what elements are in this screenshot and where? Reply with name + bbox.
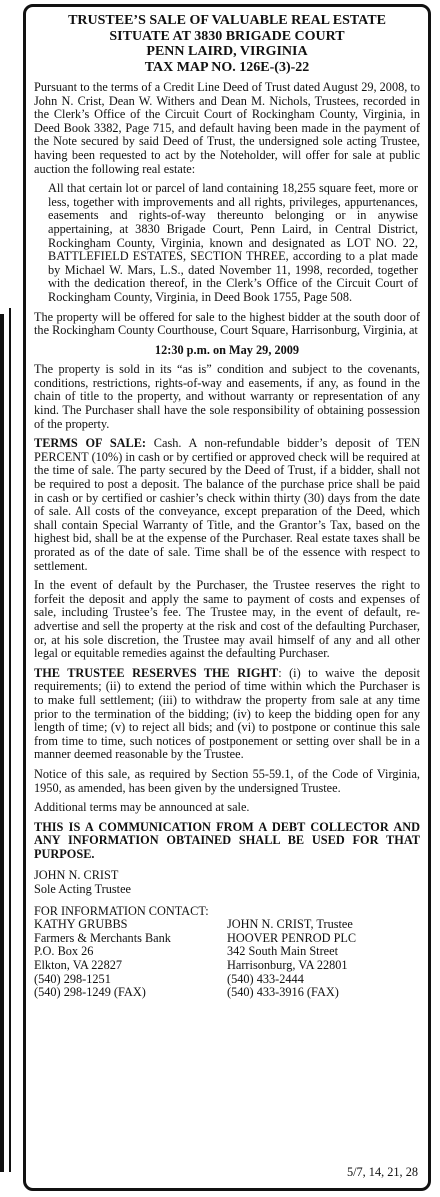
additional-terms: Additional terms may be announced at sale. [34, 800, 250, 815]
default-paragraph: In the event of default by the Purchaser, the Trustee reserves the right to forfeit the deposit and apply the same to payment of costs and expenses of sale, including Trustee’s fee. The Trustee may, in the event of default, re-advertise and sell the property at the risk and cost of the defaulting Purchaser, or, at his sole discretion, the Trustee may avail himself of any and all other legal or equitable remedies against the defaulting Purchaser. [34, 578, 420, 661]
contact-line: (540) 433-2444 [227, 971, 304, 986]
intro-paragraph: Pursuant to the terms of a Credit Line Deed of Trust dated August 29, 2008, to John N. Crist, Dean W. Withers and Dean M. Nichols, Trustees, recorded in the Clerk’s Office of the Circuit Court of Rockingham County, Virginia, in Deed Book 3382, Page 715, and default having been made in the payment of the Note secured by said Deed of Trust, the undersigned sole acting Trustee, having been requested to act by the Noteholder, will offer for sale at public auction the following real estate: [34, 80, 420, 176]
contact-line: Elkton, VA 22827 [34, 958, 123, 973]
sale-location: The property will be offered for sale to the highest bidder at the south door of the Rockingham County Courthouse, Court Square, Harrisonburg, Virginia, at [34, 309, 420, 338]
debt-collector-notice: THIS IS A COMMUNICATION FROM A DEBT COLLECTOR AND ANY INFORMATION OBTAINED SHALL BE USED FOR THAT PURPOSE. [34, 819, 420, 861]
signature-block [34, 869, 420, 896]
reserves-heading: THE TRUSTEE RESERVES THE RIGHT [34, 665, 279, 680]
contact-line: JOHN N. CRIST, Trustee [227, 917, 353, 932]
contact-heading: FOR INFORMATION CONTACT: [34, 903, 209, 918]
contact-line: (540) 433-3916 (FAX) [227, 985, 339, 1000]
terms-heading: TERMS OF SALE: [34, 436, 147, 451]
contact-line: 342 South Main Street [227, 944, 339, 959]
contact-line: Harrisonburg, VA 22801 [227, 958, 348, 973]
notice-given-paragraph: Notice of this sale, as required by Section 55-59.1, of the Code of Virginia, 1950, as amended, has been given by the undersigned Trustee. [34, 766, 420, 795]
contact-right [227, 918, 420, 1000]
page-edge-bar [0, 314, 4, 1172]
as-is-paragraph: The property is sold in its “as is” condition and subject to the covenants, conditions, restrictions, rights-of-way and easements, if any, as found in the chain of title to the property, and without warranty or representation of any kind. The Purchaser shall have the sole responsibility of obtaining possession of the property. [34, 362, 420, 431]
contact-line: (540) 298-1249 (FAX) [34, 985, 146, 1000]
notice-title [34, 13, 420, 75]
title-line: TRUSTEE’S SALE OF VALUABLE REAL ESTATE [68, 13, 386, 28]
title-line: SITUATE AT 3830 BRIGADE COURT [109, 28, 345, 44]
contact-left [34, 918, 227, 1000]
reserves-body: : (i) to waive the deposit requirements; (ii) to extend the period of time within which the Purchaser is to make full settlement; (iii) to withdraw the property from sale at any time prior to the termination of the bidding; (iv) to keep the bidding open for any length of time; (v) to reject all bids; and (vi) to postpone or continue this sale from time to time, such notices of postponement or setting over shall be in a manner deemed reasonable by the Trustee. [34, 665, 420, 762]
signature-title: Sole Acting Trustee [34, 882, 132, 897]
signature-name: JOHN N. CRIST [34, 868, 119, 883]
contact-block [34, 905, 420, 1000]
title-line: PENN LAIRD, VIRGINIA [146, 44, 308, 59]
property-description: All that certain lot or parcel of land containing 18,255 square feet, more or less, together with improvements and all rights, privileges, appurtenances, easements and rights-of-way thereunto belonging or in anywise appertaining, at 3830 Brigade Court, Penn Laird, in Central District, Rockingham County, Virginia, known and designated as LOT NO. 22, BATTLEFIELD ESTATES, SECTION THREE, according to a plat made by Michael W. Mars, L.S., dated November 11, 1998, recorded, together with the dedication thereof, in the Clerk’s Office of the Circuit Court of Rockingham County, Virginia, in Deed Book 1755, Page 508. [48, 181, 418, 304]
terms-body: Cash. A non-refundable bidder’s deposit of TEN PERCENT (10%) in cash or by certified or approved check will be required at the time of sale. The party secured by the Deed of Trust, if a bidder, shall not be required to post a deposit. The balance of the purchase price shall be paid in cash or by certified or cashier’s check within thirty (30) days from the date of sale. All costs of the conveyance, except preparation of the Deed, which shall contain Special Warranty of Title, and the Grantor’s Tax, based on the highest bid, shall be at the expense of the Purchaser. Real estate taxes shall be prorated as of the date of sale. Time shall be of the essence with respect to settlement. [34, 436, 420, 573]
legal-notice [23, 4, 431, 1191]
contact-line: (540) 298-1251 [34, 971, 111, 986]
run-dates: 5/7, 14, 21, 28 [346, 1165, 418, 1180]
reserves-paragraph [34, 667, 420, 762]
contact-line: P.O. Box 26 [34, 944, 94, 959]
page-edge-line [9, 308, 11, 1172]
contact-line: Farmers & Merchants Bank [34, 930, 171, 945]
title-line: TAX MAP NO. 126E-(3)-22 [144, 59, 310, 75]
contact-line: KATHY GRUBBS [34, 917, 128, 932]
sale-time: 12:30 p.m. on May 29, 2009 [154, 342, 300, 357]
terms-paragraph [34, 437, 420, 573]
contact-line: HOOVER PENROD PLC [227, 930, 357, 945]
